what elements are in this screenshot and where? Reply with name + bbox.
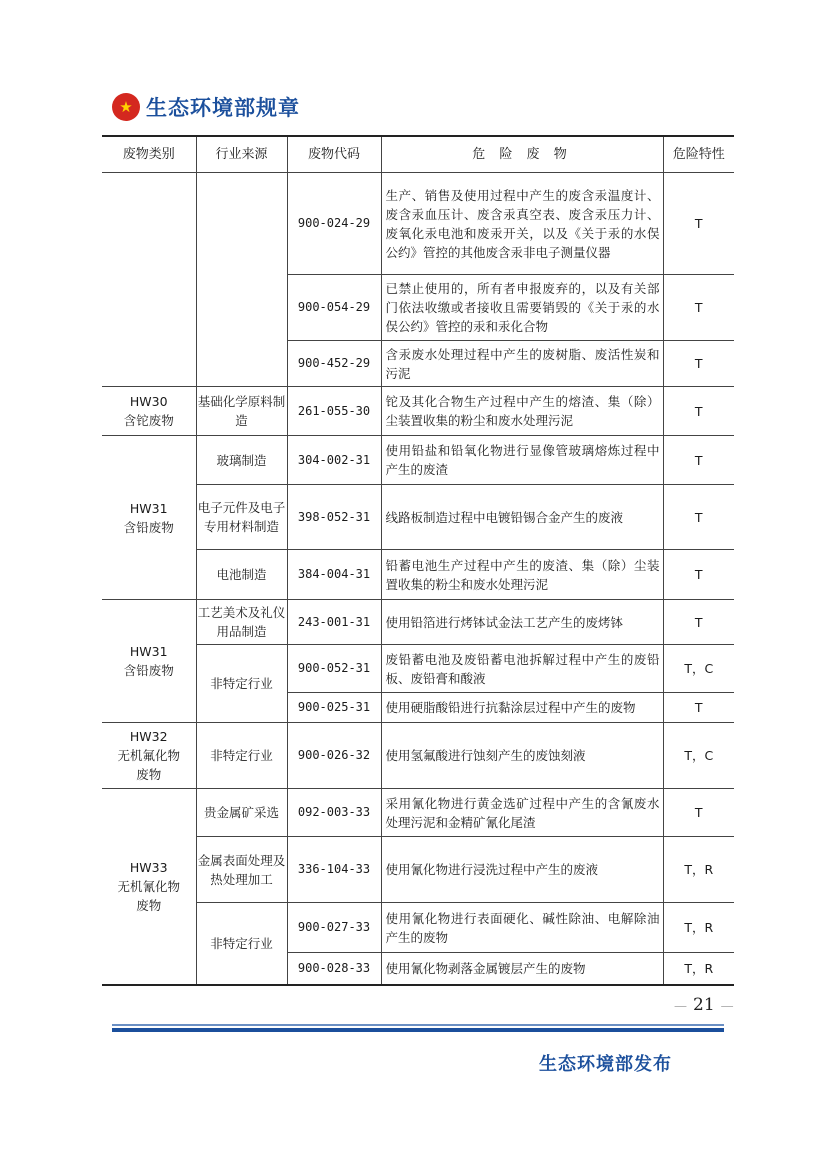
hazard-characteristic: T: [663, 789, 734, 837]
waste-code: 336-104-33: [287, 837, 381, 903]
industry-source: 电子元件及电子专用材料制造: [196, 485, 287, 550]
table-row: [102, 600, 734, 645]
hazard-characteristic: T: [663, 436, 734, 485]
hazard-characteristic: T: [663, 693, 734, 723]
header-characteristic: 危险特性: [663, 136, 734, 173]
page-number-value: 21: [693, 995, 715, 1015]
table-row: [102, 550, 734, 600]
industry-source: 玻璃制造: [196, 436, 287, 485]
waste-category: HW31 含铅废物: [102, 600, 196, 723]
waste-description: 含汞废水处理过程中产生的废树脂、废活性炭和污泥: [381, 341, 663, 387]
waste-description: 使用氢氟酸进行蚀刻产生的废蚀刻液: [381, 723, 663, 789]
table-row: [102, 723, 734, 789]
industry-source: 非特定行业: [196, 903, 287, 985]
waste-code: 261-055-30: [287, 387, 381, 436]
national-emblem-icon: ★: [112, 93, 140, 121]
industry-source: 基础化学原料制造: [196, 387, 287, 436]
industry-source: 非特定行业: [196, 723, 287, 789]
document-header: [112, 90, 300, 124]
hazard-characteristic: T，R: [663, 953, 734, 985]
waste-code: 900-052-31: [287, 645, 381, 693]
waste-code: 900-054-29: [287, 275, 381, 341]
waste-code: 398-052-31: [287, 485, 381, 550]
waste-description: 使用硬脂酸铅进行抗黏涂层过程中产生的废物: [381, 693, 663, 723]
table-row: [102, 387, 734, 436]
hazard-characteristic: T: [663, 387, 734, 436]
waste-code: 384-004-31: [287, 550, 381, 600]
waste-description: 使用氰化物进行浸洗过程中产生的废液: [381, 837, 663, 903]
industry-source: 金属表面处理及热处理加工: [196, 837, 287, 903]
table-row: [102, 485, 734, 550]
waste-description: 已禁止使用的，所有者申报废弃的，以及有关部门依法收缴或者接收且需要销毁的《关于汞的水俣公约》管控的汞和汞化合物: [381, 275, 663, 341]
waste-description: 使用氰化物进行表面硬化、碱性除油、电解除油产生的废物: [381, 903, 663, 953]
header-code: 废物代码: [287, 136, 381, 173]
hazard-characteristic: T: [663, 275, 734, 341]
waste-code: 900-025-31: [287, 693, 381, 723]
table-row: [102, 436, 734, 485]
hazard-characteristic: T，C: [663, 723, 734, 789]
table-row: [102, 903, 734, 953]
header-industry: 行业来源: [196, 136, 287, 173]
waste-code: 092-003-33: [287, 789, 381, 837]
waste-description: 铊及其化合物生产过程中产生的熔渣、集（除）尘装置收集的粉尘和废水处理污泥: [381, 387, 663, 436]
header-hazardous-waste: 危 险 废 物: [381, 136, 663, 173]
waste-code: 900-028-33: [287, 953, 381, 985]
waste-description: 使用铅盐和铅氧化物进行显像管玻璃熔炼过程中产生的废渣: [381, 436, 663, 485]
footer-rule-thick: [112, 1028, 724, 1032]
waste-code: 900-027-33: [287, 903, 381, 953]
waste-description: 线路板制造过程中电镀铅锡合金产生的废液: [381, 485, 663, 550]
hazard-characteristic: T，R: [663, 837, 734, 903]
waste-description: 采用氰化物进行黄金选矿过程中产生的含氰废水处理污泥和金精矿氰化尾渣: [381, 789, 663, 837]
waste-category: HW31 含铅废物: [102, 436, 196, 600]
hazardous-waste-table: [102, 135, 734, 986]
waste-category: HW30 含铊废物: [102, 387, 196, 436]
page-number: — 21 —: [674, 995, 734, 1015]
table-row: [102, 837, 734, 903]
industry-cell-blank: [196, 173, 287, 387]
hazard-characteristic: T: [663, 485, 734, 550]
hazard-characteristic: T: [663, 600, 734, 645]
table-header-row: [102, 136, 734, 173]
hazard-characteristic: T: [663, 341, 734, 387]
waste-description: 生产、销售及使用过程中产生的废含汞温度计、废含汞血压计、废含汞真空表、废含汞压力计、废氧化汞电池和废汞开关，以及《关于汞的水俣公约》管控的其他废含汞非电子测量仪器: [381, 173, 663, 275]
waste-category: HW32 无机氟化物 废物: [102, 723, 196, 789]
table-row: [102, 173, 734, 275]
publisher-footer: 生态环境部发布: [539, 1054, 672, 1075]
waste-code: 243-001-31: [287, 600, 381, 645]
hazard-characteristic: T，R: [663, 903, 734, 953]
footer-rule-thin: [112, 1024, 724, 1026]
industry-source: 贵金属矿采选: [196, 789, 287, 837]
hazard-characteristic: T: [663, 550, 734, 600]
table-row: [102, 645, 734, 693]
waste-description: 废铅蓄电池及废铅蓄电池拆解过程中产生的废铅板、废铅膏和酸液: [381, 645, 663, 693]
header-title: 生态环境部规章: [146, 96, 300, 120]
industry-source: 工艺美术及礼仪用品制造: [196, 600, 287, 645]
waste-code: 900-452-29: [287, 341, 381, 387]
waste-description: 使用氰化物剥落金属镀层产生的废物: [381, 953, 663, 985]
industry-source: 非特定行业: [196, 645, 287, 723]
waste-category: HW33 无机氰化物 废物: [102, 789, 196, 985]
waste-description: 铅蓄电池生产过程中产生的废渣、集（除）尘装置收集的粉尘和废水处理污泥: [381, 550, 663, 600]
hazard-characteristic: T，C: [663, 645, 734, 693]
table-row: [102, 789, 734, 837]
category-cell-blank: [102, 173, 196, 387]
waste-code: 304-002-31: [287, 436, 381, 485]
header-category: 废物类别: [102, 136, 196, 173]
waste-description: 使用铅箔进行烤钵试金法工艺产生的废烤钵: [381, 600, 663, 645]
waste-code: 900-024-29: [287, 173, 381, 275]
waste-code: 900-026-32: [287, 723, 381, 789]
industry-source: 电池制造: [196, 550, 287, 600]
hazard-characteristic: T: [663, 173, 734, 275]
